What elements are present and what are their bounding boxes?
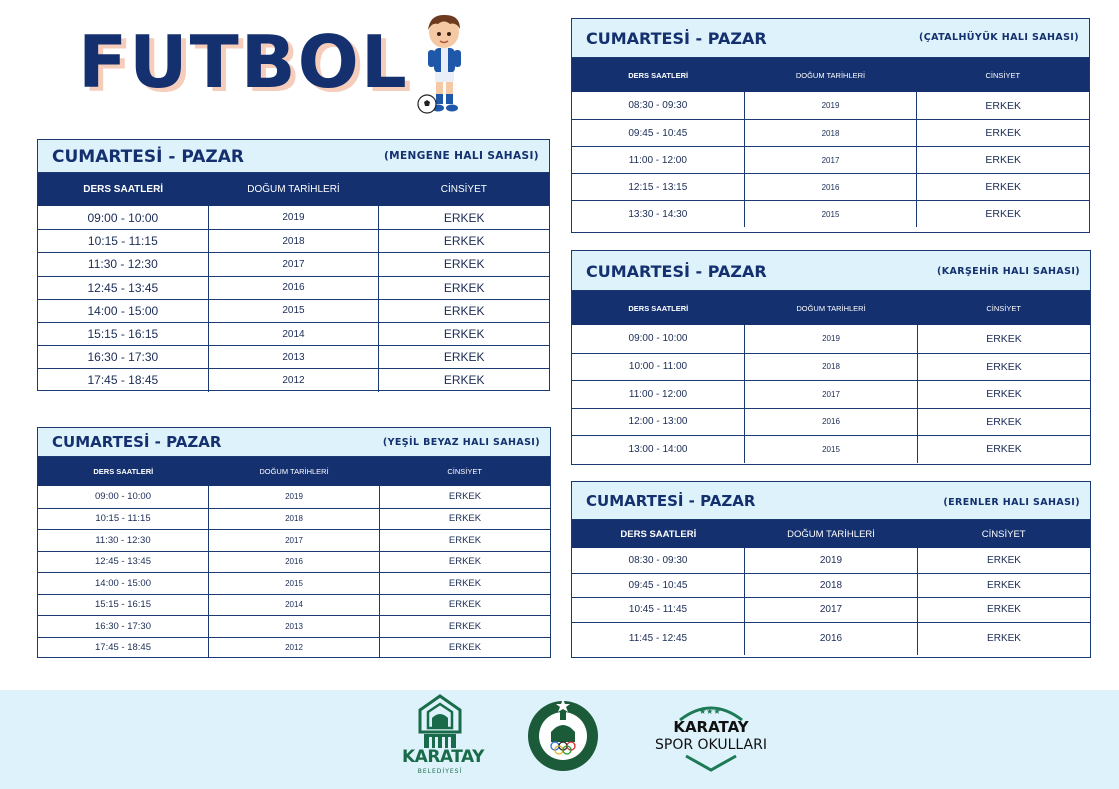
schedule-header	[38, 140, 549, 173]
schedule-body	[572, 548, 1090, 655]
cell-gender: ERKEK	[916, 92, 1089, 119]
table-row	[572, 325, 1090, 353]
cell-year: 2019	[208, 486, 379, 508]
cell-time: 09:00 - 10:00	[87, 210, 159, 225]
spor-subtitle: SPOR OKULLARI	[655, 737, 767, 753]
column-header: DERS SAATLERİ	[83, 184, 164, 195]
table-row	[38, 322, 549, 345]
table-row	[38, 551, 550, 573]
cell-gender: ERKEK	[917, 409, 1090, 436]
column-headers	[572, 58, 1089, 92]
cell-time: 11:30 - 12:30	[87, 257, 158, 272]
table-row	[38, 529, 550, 551]
column-header: CİNSİYET	[981, 528, 1026, 540]
table-row	[38, 299, 549, 322]
cell-year: 2017	[208, 530, 379, 551]
schedule-venue: (KARŞEHİR HALI SAHASI)	[936, 266, 1080, 277]
cell-time: 14:00 - 15:00	[87, 303, 159, 318]
cell-time: 17:45 - 18:45	[95, 642, 151, 654]
schedule-body	[38, 486, 550, 658]
cell-gender: ERKEK	[917, 381, 1090, 408]
cell-year: 2018	[744, 354, 917, 381]
cell-year: 2018	[208, 230, 379, 252]
column-header: DOĞUM TARİHLERİ	[259, 467, 329, 476]
table-row	[572, 435, 1090, 463]
cell-time: 08:30 - 09:30	[628, 554, 688, 566]
table-row	[38, 229, 549, 252]
table-row	[38, 637, 550, 659]
belediyespor-crest	[525, 696, 601, 774]
cell-year: 2012	[208, 638, 379, 659]
table-row	[572, 92, 1089, 119]
schedule-header	[572, 19, 1089, 58]
cell-year: 2019	[744, 325, 917, 353]
schedule-title: CUMARTESİ - PAZAR	[586, 492, 756, 510]
schedule-venue: (ÇATALHÜYÜK HALI SAHASI)	[918, 32, 1079, 43]
column-header: DOĞUM TARİHLERİ	[787, 528, 875, 540]
cell-time: 15:15 - 16:15	[87, 327, 159, 342]
cell-time: 12:45 - 13:45	[95, 556, 151, 568]
cell-time: 09:00 - 10:00	[95, 491, 151, 503]
cell-time: 12:15 - 13:15	[628, 181, 688, 193]
cell-time: 10:45 - 11:45	[628, 604, 688, 616]
cell-year: 2012	[208, 369, 379, 391]
cell-gender: ERKEK	[378, 369, 549, 391]
cell-gender: ERKEK	[379, 509, 550, 530]
cell-time: 16:30 - 17:30	[87, 350, 159, 365]
schedule-erenler	[571, 481, 1091, 658]
cell-year: 2019	[208, 206, 379, 229]
cell-year: 2016	[744, 174, 917, 200]
cell-time: 11:00 - 12:00	[628, 388, 688, 400]
table-row	[572, 408, 1090, 436]
schedule-title: CUMARTESİ - PAZAR	[586, 29, 767, 48]
cell-year: 2014	[208, 595, 379, 616]
table-row	[572, 200, 1089, 227]
svg-text:★★★: ★★★	[699, 707, 721, 716]
table-row	[38, 206, 549, 229]
cell-year: 2017	[744, 381, 917, 408]
cell-year: 2018	[208, 509, 379, 530]
column-header: CİNSİYET	[440, 184, 487, 195]
cell-year: 2017	[744, 147, 917, 173]
soccer-kid-icon	[414, 12, 470, 118]
cell-time: 10:15 - 11:15	[87, 234, 158, 249]
schedule-venue: (MENGENE HALI SAHASI)	[383, 150, 539, 162]
cell-gender: ERKEK	[917, 436, 1090, 463]
column-header: CİNSİYET	[986, 303, 1021, 313]
cell-time: 09:45 - 10:45	[628, 127, 688, 139]
schedule-venue: (YEŞİL BEYAZ HALI SAHASI)	[382, 437, 540, 448]
cell-gender: ERKEK	[916, 201, 1089, 227]
schedule-header	[38, 428, 550, 457]
cell-gender: ERKEK	[378, 206, 549, 229]
column-header: CİNSİYET	[447, 467, 482, 476]
cell-year: 2016	[744, 409, 917, 436]
schedule-header	[572, 482, 1090, 520]
page-title: FUTBOL	[78, 20, 409, 104]
karatay-spor-okullari-logo	[636, 700, 786, 772]
column-header: DOĞUM TARİHLERİ	[796, 303, 866, 313]
schedule-header	[572, 251, 1090, 291]
cell-time: 11:30 - 12:30	[95, 534, 151, 546]
cell-time: 17:45 - 18:45	[87, 373, 159, 388]
schedule-mengene	[37, 139, 550, 391]
table-row	[572, 597, 1090, 622]
table-row	[38, 486, 550, 508]
cell-time: 16:30 - 17:30	[95, 620, 151, 632]
column-headers	[38, 173, 549, 206]
cell-year: 2018	[744, 574, 917, 598]
cell-gender: ERKEK	[379, 638, 550, 659]
cell-gender: ERKEK	[917, 574, 1090, 598]
schedule-body	[38, 206, 549, 392]
column-header: CİNSİYET	[985, 70, 1021, 80]
cell-gender: ERKEK	[378, 300, 549, 322]
schedule-catalhuyuk	[571, 18, 1090, 233]
cell-gender: ERKEK	[378, 277, 549, 299]
column-header: DOĞUM TARİHLERİ	[795, 70, 866, 80]
mosque-icon	[402, 694, 478, 750]
club-crest-icon	[525, 696, 601, 774]
cell-time: 12:00 - 13:00	[628, 416, 688, 428]
cell-gender: ERKEK	[378, 346, 549, 368]
cell-year: 2019	[744, 92, 917, 119]
cell-gender: ERKEK	[378, 253, 549, 275]
belediye-subtitle: BELEDİYESİ	[417, 768, 463, 775]
schedule-title: CUMARTESİ - PAZAR	[52, 147, 244, 167]
table-row	[38, 368, 549, 391]
title-area	[78, 18, 409, 108]
table-row	[572, 119, 1089, 146]
cell-time: 12:45 - 13:45	[87, 280, 159, 295]
cell-gender: ERKEK	[916, 174, 1089, 200]
cell-time: 13:30 - 14:30	[628, 208, 688, 220]
schedule-title: CUMARTESİ - PAZAR	[586, 262, 767, 281]
table-row	[572, 353, 1090, 381]
cell-gender: ERKEK	[379, 486, 550, 508]
belediye-name: KARATAY	[402, 747, 484, 767]
karatay-belediyesi-logo	[402, 694, 484, 780]
table-row	[572, 548, 1090, 573]
cell-gender: ERKEK	[379, 530, 550, 551]
column-header: DOĞUM TARİHLERİ	[247, 184, 340, 195]
cell-year: 2016	[208, 277, 379, 299]
table-row	[572, 573, 1090, 598]
column-headers	[38, 457, 550, 486]
spor-name: KARATAY	[673, 718, 749, 736]
cell-gender: ERKEK	[917, 623, 1090, 655]
schedule-yesil-beyaz	[37, 427, 551, 658]
cell-time: 15:15 - 16:15	[95, 599, 151, 611]
cell-time: 13:00 - 14:00	[628, 443, 688, 455]
table-row	[572, 622, 1090, 655]
cell-gender: ERKEK	[917, 354, 1090, 381]
cell-gender: ERKEK	[379, 616, 550, 637]
cell-gender: ERKEK	[378, 230, 549, 252]
cell-time: 11:00 - 12:00	[628, 154, 687, 166]
cell-year: 2017	[744, 598, 917, 622]
table-row	[38, 276, 549, 299]
cell-time: 08:30 - 09:30	[628, 100, 688, 111]
cell-year: 2017	[208, 253, 379, 275]
schedule-body	[572, 325, 1090, 463]
cell-year: 2013	[208, 346, 379, 368]
column-header: DERS SAATLERİ	[628, 303, 689, 313]
column-header: DERS SAATLERİ	[93, 467, 154, 476]
column-header: DERS SAATLERİ	[620, 528, 697, 540]
cell-gender: ERKEK	[379, 552, 550, 573]
cell-year: 2019	[744, 548, 917, 573]
table-row	[572, 380, 1090, 408]
cell-year: 2016	[208, 552, 379, 573]
cell-gender: ERKEK	[916, 147, 1089, 173]
schedule-body	[572, 92, 1089, 227]
cell-year: 2015	[208, 573, 379, 594]
table-row	[38, 508, 550, 530]
cell-year: 2015	[208, 300, 379, 322]
cell-year: 2015	[744, 436, 917, 463]
cell-year: 2016	[744, 623, 917, 655]
cell-gender: ERKEK	[379, 573, 550, 594]
shield-icon	[636, 700, 786, 772]
cell-time: 09:00 - 10:00	[628, 333, 688, 345]
cell-gender: ERKEK	[916, 120, 1089, 146]
table-row	[572, 173, 1089, 200]
cell-gender: ERKEK	[379, 595, 550, 616]
table-row	[38, 572, 550, 594]
cell-time: 11:45 - 12:45	[628, 633, 688, 644]
cell-year: 2014	[208, 323, 379, 345]
schedule-venue: (ERENLER HALI SAHASI)	[943, 497, 1080, 508]
cell-gender: ERKEK	[917, 325, 1090, 353]
column-headers	[572, 291, 1090, 325]
cell-time: 14:00 - 15:00	[95, 577, 151, 589]
column-header: DERS SAATLERİ	[628, 70, 689, 80]
table-row	[38, 345, 549, 368]
column-headers	[572, 520, 1090, 548]
cell-gender: ERKEK	[917, 548, 1090, 573]
cell-year: 2015	[744, 201, 917, 227]
cell-gender: ERKEK	[917, 598, 1090, 622]
schedule-title: CUMARTESİ - PAZAR	[52, 433, 222, 451]
table-row	[572, 146, 1089, 173]
table-row	[38, 594, 550, 616]
cell-year: 2018	[744, 120, 917, 146]
cell-time: 10:00 - 11:00	[628, 361, 688, 373]
cell-gender: ERKEK	[378, 323, 549, 345]
schedule-karsehir	[571, 250, 1091, 465]
table-row	[38, 252, 549, 275]
cell-year: 2013	[208, 616, 379, 637]
table-row	[38, 615, 550, 637]
cell-time: 09:45 - 10:45	[628, 579, 688, 591]
cell-time: 10:15 - 11:15	[95, 513, 151, 525]
